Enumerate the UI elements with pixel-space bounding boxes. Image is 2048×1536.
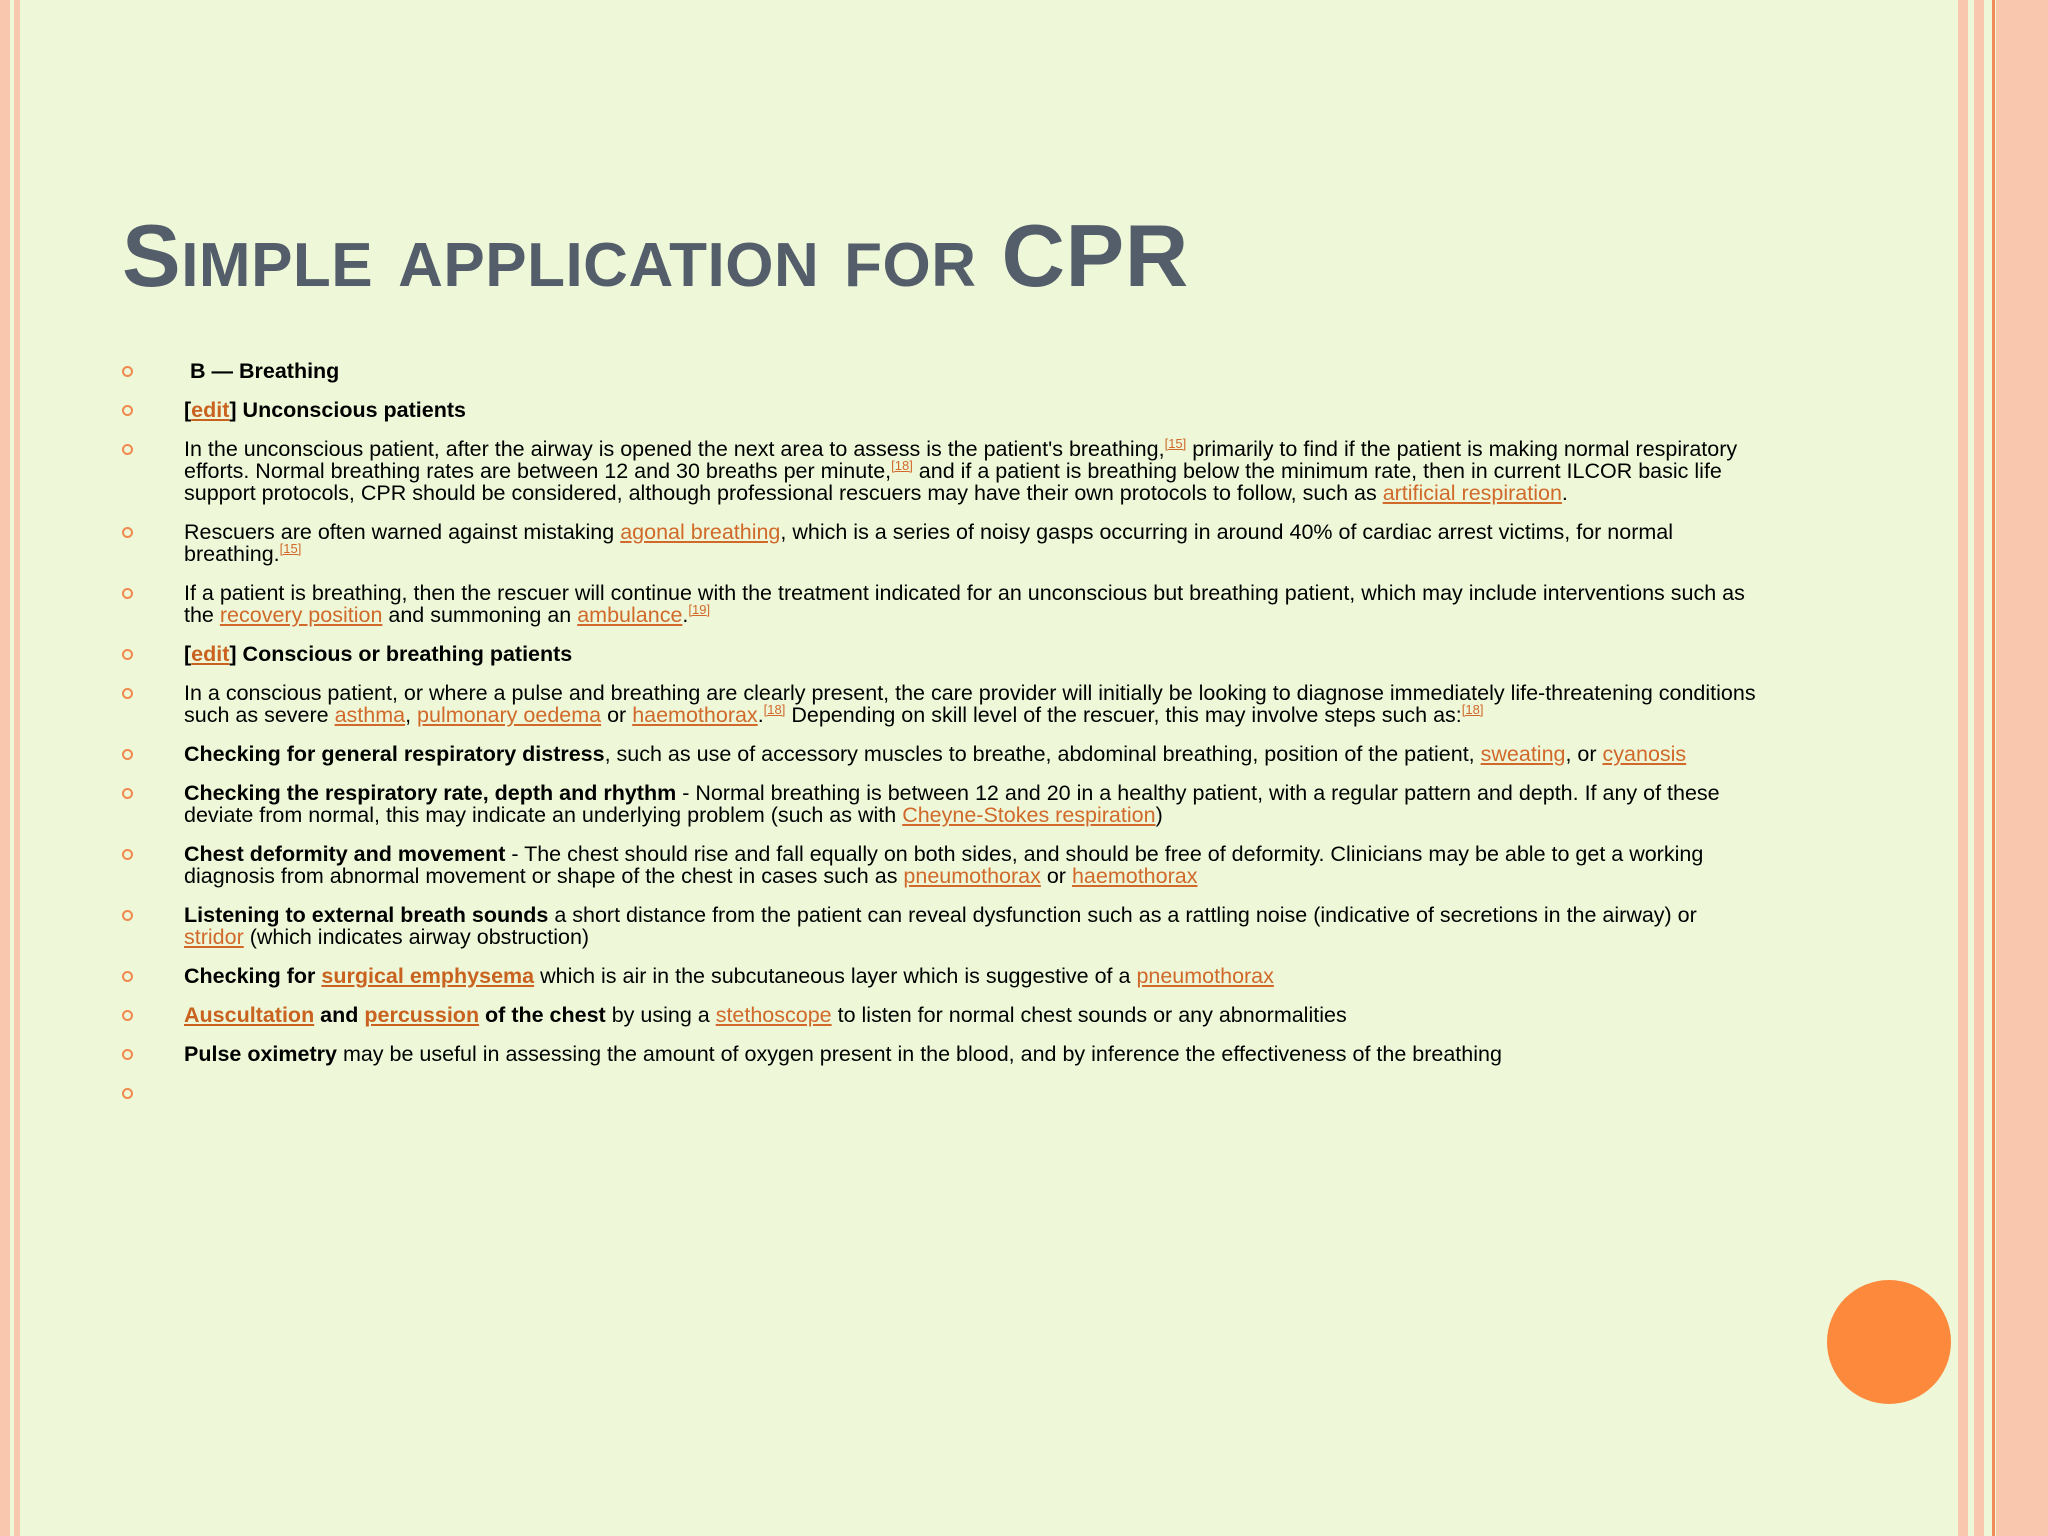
bullet-icon (122, 749, 133, 760)
auscultation-link[interactable]: Auscultation (184, 1003, 315, 1027)
list-item: Chest deformity and movement - The chest should rise and fall equally on both sides, and should be free of deformity. Clinicians may be able to get a working diagnosis from abnormal movement or shape of the chest in cases such as pneumothorax or haemothorax (122, 843, 1762, 887)
bullet-icon (122, 527, 133, 538)
right-border-stripe (1974, 0, 1984, 1536)
list-item: Checking for surgical emphysema which is air in the subcutaneous layer which is suggestive of a pneumothorax (122, 965, 1762, 987)
citation-link[interactable]: [15] (279, 541, 302, 556)
slide-title: Simple application for CPR (122, 206, 1189, 305)
bullet-list (122, 360, 1762, 1121)
haemothorax-link[interactable]: haemothorax (632, 703, 758, 727)
sweating-link[interactable]: sweating (1480, 742, 1566, 766)
citation-link[interactable]: [15] (1164, 436, 1187, 451)
list-item: [edit] Unconscious patients (122, 399, 1762, 421)
right-border-line (1992, 0, 1995, 1536)
agonal-breathing-link[interactable]: agonal breathing (620, 520, 781, 544)
asthma-link[interactable]: asthma (334, 703, 406, 727)
cyanosis-link[interactable]: cyanosis (1602, 742, 1687, 766)
list-item: In a conscious patient, or where a pulse and breathing are clearly present, the care provider will initially be looking to diagnose immediately life-threatening conditions such as severe asthma, pulmonary oedema or haemothorax.[18] Depending on skill level of the rescuer, this may involve steps such as:[18] (122, 682, 1762, 726)
artificial-respiration-link[interactable]: artificial respiration (1382, 481, 1562, 505)
decorative-circle (1827, 1280, 1951, 1404)
bullet-icon (122, 971, 133, 982)
list-item: [edit] Conscious or breathing patients (122, 643, 1762, 665)
right-border-stripe (1996, 0, 2048, 1536)
haemothorax-link[interactable]: haemothorax (1071, 864, 1198, 888)
bullet-icon (122, 910, 133, 921)
pneumothorax-link[interactable]: pneumothorax (1136, 964, 1274, 988)
bullet-icon (122, 366, 133, 377)
percussion-link[interactable]: percussion (364, 1003, 480, 1027)
stridor-link[interactable]: stridor (184, 925, 244, 949)
section-heading: Unconscious patients (236, 398, 466, 422)
left-border-stripe (0, 0, 10, 1536)
list-item: Auscultation and percussion of the chest by using a stethoscope to listen for normal chest sounds or any abnormalities (122, 1004, 1762, 1026)
bullet-icon (122, 588, 133, 599)
list-item (122, 360, 1762, 382)
list-item: Listening to external breath sounds a short distance from the patient can reveal dysfunction such as a rattling noise (indicative of secretions in the airway) or stridor (which indicates airway obstruction) (122, 904, 1762, 948)
bullet-icon (122, 1010, 133, 1021)
list-item: Pulse oximetry may be useful in assessing the amount of oxygen present in the blood, and by inference the effectiveness of the breathing (122, 1043, 1762, 1065)
edit-link[interactable]: edit (191, 398, 230, 422)
pulmonary-oedema-link[interactable]: pulmonary oedema (417, 703, 602, 727)
edit-link[interactable]: edit (191, 642, 230, 666)
list-item: If a patient is breathing, then the rescuer will continue with the treatment indicated for an unconscious but breathing patient, which may include interventions such as the recovery position and summoning an ambulance.[19] (122, 582, 1762, 626)
bullet-icon (122, 849, 133, 860)
list-item: Checking for general respiratory distress, such as use of accessory muscles to breathe, abdominal breathing, position of the patient, sweating, or cyanosis (122, 743, 1762, 765)
section-heading: B — Breathing (190, 359, 340, 383)
bullet-icon (122, 688, 133, 699)
recovery-position-link[interactable]: recovery position (219, 603, 383, 627)
bullet-icon (122, 405, 133, 416)
left-border-stripe (14, 0, 20, 1536)
citation-link[interactable]: [18] (891, 458, 913, 473)
bullet-icon (122, 444, 133, 455)
bullet-icon (122, 1049, 133, 1060)
right-border-stripe (1958, 0, 1968, 1536)
citation-link[interactable]: [18] (1461, 702, 1484, 717)
ambulance-link[interactable]: ambulance (577, 603, 683, 627)
list-item: In the unconscious patient, after the airway is opened the next area to assess is the patient's breathing,[15] primarily to find if the patient is making normal respiratory efforts. Normal breathing rates are between 12 and 30 breaths per minute,[18] and if a patient is breathing below the minimum rate, then in current ILCOR basic life support protocols, CPR should be considered, although professional rescuers may have their own protocols to follow, such as artificial respiration. (122, 438, 1762, 504)
citation-link[interactable]: [19] (688, 602, 711, 617)
pneumothorax-link[interactable]: pneumothorax (903, 864, 1041, 888)
bullet-icon (122, 649, 133, 660)
list-item-empty (122, 1082, 1762, 1104)
bullet-icon (122, 1088, 133, 1099)
stethoscope-link[interactable]: stethoscope (715, 1003, 832, 1027)
list-item: Rescuers are often warned against mistaking agonal breathing, which is a series of noisy gasps occurring in around 40% of cardiac arrest victims, for normal breathing.[15] (122, 521, 1762, 565)
citation-link[interactable]: [18] (763, 702, 786, 717)
list-item: Checking the respiratory rate, depth and rhythm - Normal breathing is between 12 and 20 in a healthy patient, with a regular pattern and depth. If any of these deviate from normal, this may indicate an underlying problem (such as with Cheyne-Stokes respiration) (122, 782, 1762, 826)
section-heading: Conscious or breathing patients (236, 642, 573, 666)
surgical-emphysema-link[interactable]: surgical emphysema (321, 964, 535, 988)
cheyne-stokes-link[interactable]: Cheyne-Stokes respiration (902, 803, 1156, 827)
bullet-icon (122, 788, 133, 799)
